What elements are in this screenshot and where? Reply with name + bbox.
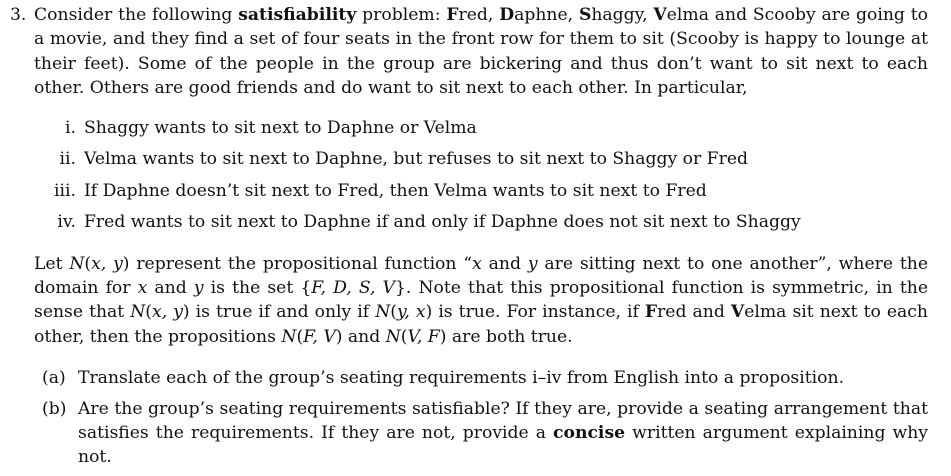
text-segment: red, [458, 5, 500, 25]
problem-header [10, 3, 928, 101]
math-symbol: y [527, 253, 538, 274]
requirement-number: i. [65, 117, 76, 138]
bold-text: S [578, 5, 592, 25]
text-segment: ) is true. For instance, if [425, 302, 645, 323]
text-segment: haggy, [591, 5, 654, 25]
text-segment: ( [400, 326, 408, 347]
text-segment: elma sit next to each other, then the propositions [34, 302, 928, 347]
requirements-list [10, 116, 928, 242]
text-segment: and [147, 278, 194, 299]
math-symbol: N [385, 326, 401, 347]
part-item [34, 366, 928, 390]
text-segment: }. Note that this propositional function is symmetric, in the sense that [34, 278, 928, 323]
text-segment: red and [657, 302, 731, 323]
part-text [78, 366, 928, 390]
text-segment: Are the group’s seating requirements satisfiable? If they are, provide a seating arrangement that satisfies the requirements. If they are not, provide a [78, 398, 928, 444]
text-segment: ( [390, 302, 397, 323]
part-label: (a) [42, 368, 66, 389]
requirement-text: Fred wants to sit next to Daphne if and only if Daphne does not sit next to Shaggy [84, 212, 801, 233]
text-segment: ) is true if and only if [182, 302, 376, 323]
math-symbol: x, y [91, 253, 123, 274]
text-segment: Translate each of the group’s seating requirements i–iv from English into a proposition. [78, 368, 845, 389]
text-segment: Let [34, 253, 70, 274]
text-segment: are sitting next to one another”, where the domain for [34, 253, 928, 299]
text-segment: elma and Scooby are going to a movie, and they find a set of four seats in the front row for them to sit (Scooby is happy to lounge at their feet). Some of the people in the group are bickering and thus don’t want to sit next to each other. Others are good friends and do want to sit next to each other. In particular, [34, 5, 928, 99]
math-symbol: x [472, 253, 482, 274]
text-segment: ) represent the propositional function “ [122, 253, 473, 274]
text-segment: ) and [335, 326, 386, 347]
math-symbol: N [281, 326, 297, 347]
text-segment: written argument explaining why not. [78, 423, 928, 468]
part-text [78, 397, 928, 470]
part-item [34, 397, 928, 470]
requirement-item [34, 210, 928, 242]
requirement-number: ii. [59, 149, 76, 170]
math-symbol: V, F [407, 326, 440, 347]
bold-text: concise [553, 423, 626, 444]
definition-paragraph [10, 252, 928, 350]
requirement-text: If Daphne doesn’t sit next to Fred, then Velma wants to sit next to Fred [84, 180, 707, 201]
requirement-item [34, 179, 928, 211]
bold-text: V [653, 5, 667, 25]
bold-text: V [730, 302, 745, 323]
requirement-text: Shaggy wants to sit next to Daphne or Velma [84, 117, 477, 138]
math-symbol: F, D, S, V [311, 278, 395, 299]
text-segment: and [481, 253, 528, 274]
text-segment: is the set { [203, 278, 312, 299]
math-symbol: N [130, 302, 146, 323]
bold-text: F [446, 5, 459, 25]
problem-intro [34, 3, 928, 101]
text-segment: Consider the following [34, 5, 239, 25]
text-segment: aphne, [514, 5, 579, 25]
math-symbol: y, x [396, 302, 426, 323]
part-label: (b) [42, 398, 67, 419]
math-symbol: F, V [303, 326, 336, 347]
math-symbol: x [137, 278, 148, 299]
requirement-text: Velma wants to sit next to Daphne, but refuses to sit next to Shaggy or Fred [84, 149, 749, 170]
math-symbol: x, y [152, 302, 183, 323]
text-segment: ) are both true. [439, 326, 573, 347]
requirement-number: iv. [57, 212, 76, 233]
parts-list [10, 366, 928, 470]
bold-text: D [499, 5, 515, 25]
math-symbol: N [375, 302, 391, 323]
requirement-item [34, 147, 928, 179]
requirement-number: iii. [54, 180, 76, 201]
bold-text: F [644, 302, 658, 323]
requirement-item [34, 116, 928, 148]
math-symbol: N [69, 253, 85, 274]
math-symbol: y [193, 278, 204, 299]
text-segment: ( [145, 302, 153, 323]
problem-3 [10, 3, 928, 476]
bold-text: satisfiability [238, 5, 357, 25]
text-segment: problem: [356, 5, 447, 25]
text-segment: ( [84, 253, 92, 274]
problem-number: 3. [10, 5, 27, 25]
text-segment: ( [296, 326, 304, 347]
